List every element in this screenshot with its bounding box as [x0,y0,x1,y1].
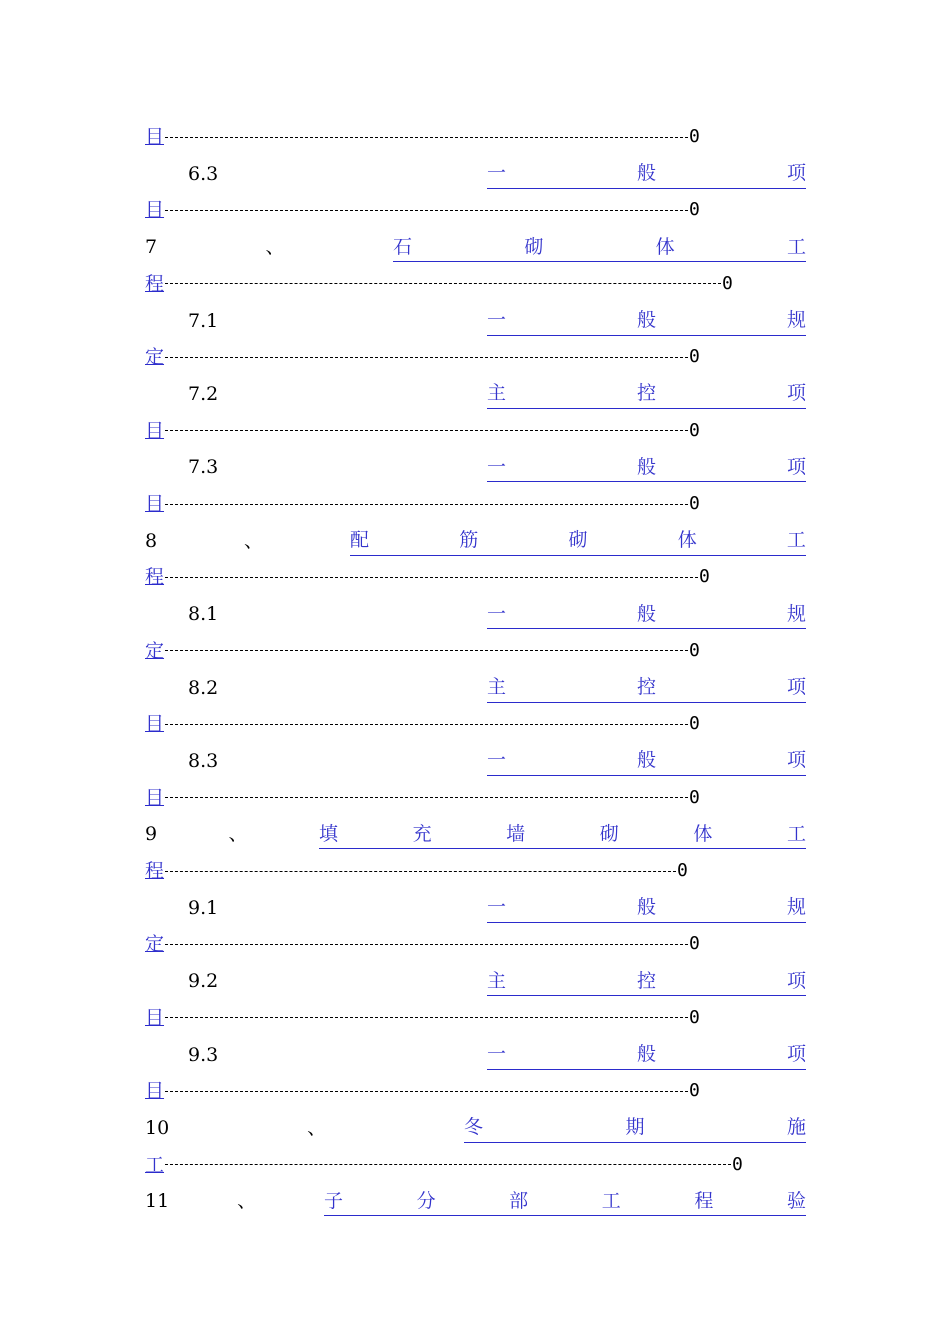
link-char: 一 [487,455,507,478]
toc-entry-title [145,379,806,409]
toc-entry-continuation [145,636,806,666]
toc-entry-continuation [145,783,806,813]
link-char: 施 [786,1116,806,1139]
toc-link-tail[interactable]: 目 [145,713,165,736]
page-number: 0 [689,786,700,808]
link-char: 砌 [568,529,588,552]
toc-link[interactable] [464,1113,806,1143]
link-char: 控 [636,676,656,698]
link-char: 子 [323,1189,343,1212]
toc-entry-title [145,526,806,556]
link-char: 工 [786,529,806,552]
toc-link-tail[interactable]: 程 [145,860,165,882]
link-char: 一 [487,749,507,772]
toc-link[interactable] [487,966,806,996]
toc-link[interactable] [319,819,806,849]
toc-entry-continuation [145,342,806,372]
dot-leader [165,137,688,138]
toc-link-tail[interactable]: 定 [145,346,165,369]
page-number: 0 [689,713,700,735]
link-char: 项 [786,1043,806,1065]
link-char: 项 [786,162,806,185]
dot-leader [165,210,688,211]
link-char: 工 [786,822,806,845]
toc-entry-title [145,966,806,996]
toc-entry-title [145,1040,806,1070]
dot-leader [165,944,688,945]
toc-link[interactable] [324,1186,806,1216]
link-char: 般 [636,1043,656,1065]
link-char: 规 [786,602,806,625]
link-char: 砌 [599,822,619,845]
link-char: 般 [636,309,656,331]
toc-link[interactable] [350,526,806,556]
section-number: 6.3 [188,162,219,185]
toc-link-tail[interactable]: 目 [145,419,165,442]
toc-entry-title [145,232,806,262]
toc-entry-continuation [145,1003,806,1033]
toc-entry-title [145,746,806,776]
page-number: 0 [689,419,700,441]
link-char: 般 [636,455,656,478]
page-number: 0 [689,199,700,221]
dot-leader [165,1164,731,1165]
dot-leader [165,724,688,725]
toc-entry-continuation [145,122,806,152]
link-char: 冬 [463,1116,483,1139]
dot-leader [165,577,698,578]
page-number: 0 [689,1080,700,1102]
page-number: 0 [689,493,700,514]
toc-entry-title [145,599,806,629]
toc-entry-title [145,159,806,189]
toc-entry-continuation [145,856,806,886]
toc-link[interactable] [487,1040,806,1070]
separator: 、 [265,236,285,259]
link-char: 主 [487,676,507,698]
section-number: 8 [145,529,158,552]
section-number: 9 [145,823,158,846]
toc-entry-continuation [145,416,806,446]
separator: 、 [228,823,248,846]
link-char: 一 [487,309,507,331]
link-char: 项 [786,382,806,405]
section-number: 10 [145,1116,170,1139]
link-char: 项 [786,455,806,478]
toc-link-tail[interactable]: 目 [145,493,165,515]
link-char: 体 [655,235,675,258]
toc-link-tail[interactable]: 程 [145,566,165,589]
link-char: 规 [786,309,806,331]
link-char: 主 [487,969,507,992]
dot-leader [165,1091,688,1092]
toc-entry-title [145,452,806,482]
page-number: 0 [689,126,700,147]
toc-link-tail[interactable]: 目 [145,1006,165,1029]
toc-link[interactable] [487,159,806,189]
link-char: 工 [786,235,806,258]
toc-entry-title [145,893,806,923]
page-number: 0 [699,566,710,588]
link-char: 一 [487,602,507,625]
link-char: 主 [487,382,507,405]
toc-entry-title [145,1186,806,1216]
link-char: 项 [786,749,806,772]
link-char: 墙 [506,822,526,845]
link-char: 分 [416,1189,436,1212]
link-char: 项 [786,676,806,698]
link-char: 石 [392,235,412,258]
toc-entry-continuation [145,709,806,739]
section-number: 7.3 [188,456,219,479]
link-char: 一 [487,162,507,185]
link-char: 般 [636,602,656,625]
link-char: 筋 [459,529,479,552]
link-char: 般 [636,162,656,185]
separator: 、 [244,529,264,552]
toc-link[interactable] [487,452,806,482]
section-number: 8.2 [188,676,219,699]
link-char: 验 [786,1189,806,1212]
toc-entry-title [145,673,806,703]
link-char: 期 [625,1116,645,1139]
link-char: 程 [694,1189,714,1212]
link-char: 体 [693,822,713,845]
page-number: 0 [689,1006,700,1028]
toc-link-tail[interactable]: 程 [145,272,165,295]
toc-link-tail[interactable]: 目 [145,126,165,148]
link-char: 体 [677,529,697,552]
toc-link[interactable] [487,379,806,409]
section-number: 9.3 [188,1043,219,1066]
toc-link-tail[interactable]: 定 [145,639,165,662]
dot-leader [165,1017,688,1018]
toc-entry-continuation [145,269,806,299]
dot-leader [165,871,676,872]
page-number: 0 [689,346,700,368]
toc-link[interactable] [393,232,806,262]
toc-link-tail[interactable]: 定 [145,933,165,956]
toc-entry-title [145,1113,806,1143]
toc-entry-continuation [145,1150,806,1180]
dot-leader [165,430,688,431]
toc-entry-title [145,306,806,336]
section-number: 9.2 [188,970,219,993]
toc-entry-continuation [145,562,806,592]
toc-entry-continuation [145,929,806,959]
link-char: 工 [601,1189,621,1212]
link-char: 控 [636,969,656,992]
section-number: 9.1 [188,896,219,919]
link-char: 规 [786,896,806,919]
dot-leader [165,357,688,358]
dot-leader [165,504,688,505]
dot-leader [165,797,688,798]
separator: 、 [307,1116,327,1139]
toc-entry-continuation [145,1076,806,1106]
toc-link-tail[interactable]: 工 [145,1153,165,1176]
section-number: 11 [145,1190,170,1213]
toc-link[interactable] [487,599,806,629]
separator: 、 [237,1190,257,1213]
link-char: 配 [349,529,369,552]
link-char: 一 [487,896,507,919]
page-number: 0 [689,639,700,661]
section-number: 8.3 [188,749,219,772]
toc-link[interactable] [487,306,806,336]
link-char: 般 [636,749,656,772]
page-number: 0 [732,1153,743,1175]
toc-entry-continuation [145,489,806,519]
toc-link[interactable] [487,673,806,703]
toc-link-tail[interactable]: 目 [145,786,165,809]
section-number: 7.1 [188,309,219,332]
link-char: 项 [786,969,806,992]
toc-entry-title [145,819,806,849]
link-char: 部 [509,1189,529,1212]
page-number: 0 [722,272,733,294]
toc-link-tail[interactable]: 目 [145,199,165,222]
toc-link[interactable] [487,746,806,776]
toc-link[interactable] [487,893,806,923]
toc-link-tail[interactable]: 目 [145,1080,165,1103]
section-number: 8.1 [188,603,219,626]
link-char: 充 [412,822,432,845]
link-char: 控 [636,382,656,405]
dot-leader [165,650,688,651]
link-char: 砌 [524,235,544,258]
dot-leader [165,283,721,284]
section-number: 7.2 [188,382,219,405]
page-number: 0 [677,860,688,881]
section-number: 7 [145,236,158,259]
toc-entry-continuation [145,195,806,225]
page-number: 0 [689,933,700,955]
link-char: 填 [318,822,338,845]
link-char: 般 [636,896,656,919]
link-char: 一 [487,1043,507,1065]
